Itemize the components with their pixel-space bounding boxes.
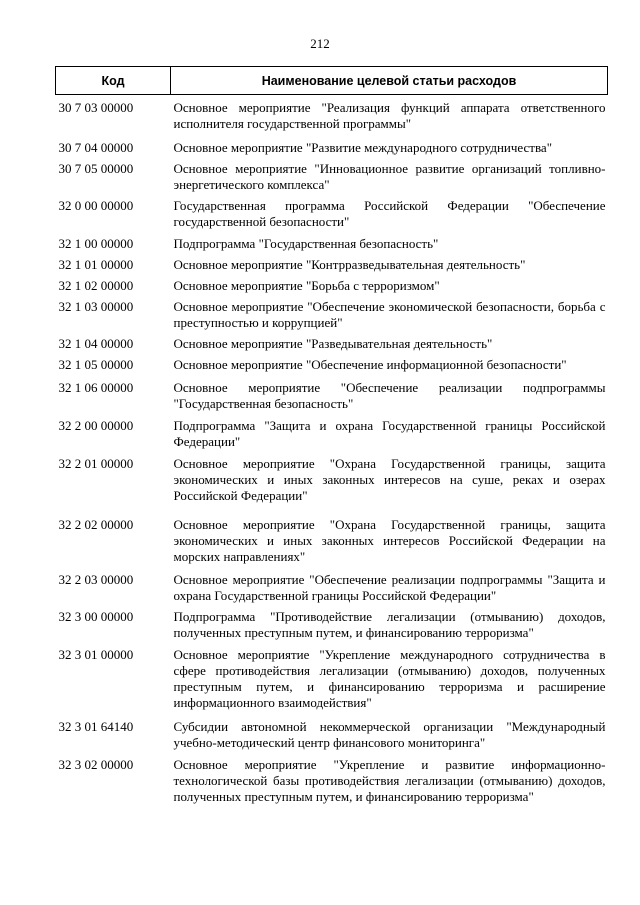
row-name: Основное мероприятие "Обеспечение реализации подпрограммы "Защита и охрана Государственной границы Российской Федерации" (173, 571, 606, 603)
table-row (56, 352, 608, 375)
table-row (56, 156, 608, 193)
row-name: Основное мероприятие "Охрана Государственной границы, защита экономических и иных законных интересов Российской Федерации на морских направлениях" (173, 516, 606, 564)
table-row (56, 331, 608, 352)
row-name: Подпрограмма "Противодействие легализации (отмыванию) доходов, полученных преступным путем, и финансированию терроризма" (173, 608, 606, 640)
row-code: 32 1 02 00000 (58, 277, 134, 293)
table-row (56, 252, 608, 273)
table-row (56, 604, 608, 642)
row-code: 30 7 05 00000 (58, 160, 134, 176)
row-name: Основное мероприятие "Охрана Государственной границы, защита экономических и иных законных интересов на суше, реках и озерах Российской Федерации" (173, 455, 606, 503)
table-row (56, 294, 608, 331)
table-row (56, 451, 608, 512)
row-name: Основное мероприятие "Контрразведывательная деятельность" (173, 256, 526, 272)
column-header-name: Наименование целевой статьи расходов (171, 67, 608, 95)
row-name: Подпрограмма "Защита и охрана Государственной границы Российской Федерации" (173, 417, 606, 449)
row-name: Основное мероприятие "Развитие международного сотрудничества" (173, 139, 553, 155)
row-code: 32 1 05 00000 (58, 356, 134, 372)
table-row (56, 135, 608, 156)
budget-classification-table (55, 66, 608, 822)
row-code: 32 1 00 00000 (58, 235, 134, 251)
table-row (56, 193, 608, 231)
row-name: Основное мероприятие "Укрепление и развитие информационно-технологической базы противодействия легализации (отмыванию) доходов, полученных преступным путем, и финансированию терроризма" (173, 756, 606, 804)
row-code: 30 7 04 00000 (58, 139, 134, 155)
table-row (56, 413, 608, 451)
table-row (56, 512, 608, 567)
row-code: 30 7 03 00000 (58, 100, 134, 115)
row-name: Основное мероприятие "Реализация функций аппарата ответственного исполнителя государственной программы" (173, 100, 606, 131)
table-row (56, 95, 608, 135)
table-row (56, 642, 608, 714)
row-code: 32 3 01 64140 (58, 718, 134, 734)
table-row (56, 567, 608, 604)
row-name: Основное мероприятие "Обеспечение экономической безопасности, борьба с преступностью и коррупцией" (173, 298, 606, 330)
row-name: Основное мероприятие "Разведывательная деятельность" (173, 335, 493, 351)
row-code: 32 2 03 00000 (58, 571, 134, 587)
row-code: 32 3 00 00000 (58, 608, 134, 624)
table-row (56, 231, 608, 252)
row-name: Основное мероприятие "Обеспечение информационной безопасности" (173, 356, 567, 372)
row-name: Основное мероприятие "Обеспечение реализации подпрограммы "Государственная безопасность" (173, 379, 606, 411)
row-name: Подпрограмма "Государственная безопасность" (173, 235, 439, 251)
row-name: Субсидии автономной некоммерческой организации "Международный учебно-методический центр финансового мониторинга" (173, 718, 606, 750)
row-code: 32 3 02 00000 (58, 756, 134, 772)
row-name: Основное мероприятие "Инновационное развитие организаций топливно-энергетического комплекса" (173, 160, 606, 192)
table-row (56, 273, 608, 294)
table-header-row (56, 67, 608, 95)
page-number: 212 (310, 36, 330, 51)
row-code: 32 1 06 00000 (58, 379, 134, 395)
table-row (56, 375, 608, 413)
table-row (56, 752, 608, 822)
row-code: 32 0 00 00000 (58, 197, 134, 213)
row-code: 32 1 03 00000 (58, 298, 134, 314)
row-code: 32 2 01 00000 (58, 455, 134, 471)
column-header-code: Код (56, 67, 171, 95)
row-name: Государственная программа Российской Федерации "Обеспечение государственной безопасности" (173, 197, 606, 229)
row-code: 32 1 01 00000 (58, 256, 134, 272)
row-code: 32 3 01 00000 (58, 646, 134, 662)
row-code: 32 2 00 00000 (58, 417, 134, 433)
row-name: Основное мероприятие "Укрепление международного сотрудничества в сфере противодействия легализации (отмыванию) доходов, полученных преступным путем, и финансированию терроризма и расширение информационного взаимодействия" (173, 646, 606, 710)
table-row (56, 714, 608, 752)
row-code: 32 2 02 00000 (58, 516, 134, 532)
row-name: Основное мероприятие "Борьба с терроризмом" (173, 277, 440, 293)
row-code: 32 1 04 00000 (58, 335, 134, 351)
